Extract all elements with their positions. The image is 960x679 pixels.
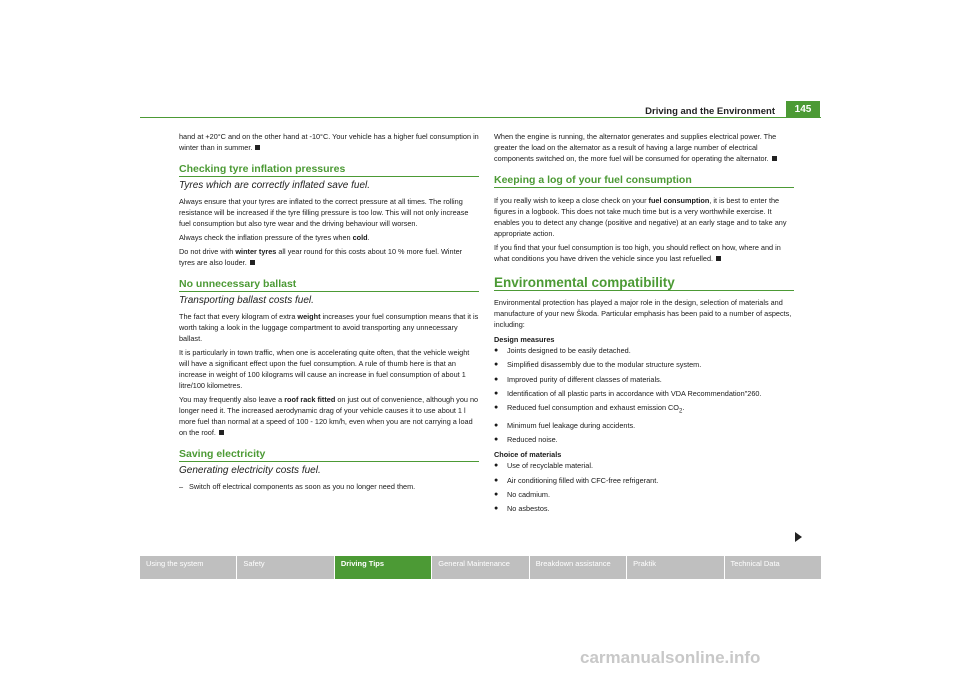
tyre-p3-post: all year round for this costs about 10 % more fuel. Winter tyres are also louder. xyxy=(179,247,463,267)
bullet-icon: ● xyxy=(494,490,499,498)
list-item-text: Minimum fuel leakage during accidents. xyxy=(507,420,636,430)
ballast-p3-bold: roof rack fitted xyxy=(284,395,336,404)
list-item xyxy=(494,345,794,356)
alternator-paragraph xyxy=(494,131,794,164)
electricity-step xyxy=(179,481,479,492)
bullet-icon: ● xyxy=(494,421,499,429)
tab-safety[interactable]: Safety xyxy=(237,556,334,579)
co2-end: . xyxy=(682,403,685,413)
choice-of-materials-label: Choice of materials xyxy=(494,450,562,460)
bullet-icon: ● xyxy=(494,361,499,369)
design-measures-list xyxy=(494,345,794,445)
section-subheading-ballast: Transporting ballast costs fuel. xyxy=(179,295,314,306)
bullet-icon: ● xyxy=(494,462,499,470)
watermark: carmanualsonline.info xyxy=(580,648,761,667)
end-mark-icon xyxy=(772,156,777,161)
alternator-text: When the engine is running, the alternator generates and supplies electrical power. The greater the load on the alternator as a result of having a large number of electrical components switched on, the more fuel will be consumed for operating the alternator. xyxy=(494,132,777,163)
tab-driving-tips[interactable]: Driving Tips xyxy=(335,556,432,579)
bullet-icon: ● xyxy=(494,347,499,354)
bullet-icon: ● xyxy=(494,476,499,484)
section-heading-log: Keeping a log of your fuel consumption xyxy=(494,175,794,188)
list-item-text: Improved purity of different classes of materials. xyxy=(507,374,662,384)
chapter-nav-bar xyxy=(140,556,821,579)
section-heading-electricity: Saving electricity xyxy=(179,449,479,462)
right-column xyxy=(494,131,794,517)
ballast-p3-post: on just out of convenience, although you no longer need it. The increased aerodynamic drag of your vehicle causes it to use about 1 l more fuel than normal at a speed of 100 - 120 km/h, even when you are not carrying a load on the roof. xyxy=(179,395,479,437)
tab-praktik[interactable]: Praktik xyxy=(627,556,724,579)
tyre-p2-pre: Always check the inflation pressure of the tyres when xyxy=(179,233,353,242)
tab-general-maintenance[interactable]: General Maintenance xyxy=(432,556,529,579)
section-heading-tyre: Checking tyre inflation pressures xyxy=(179,164,479,177)
section-subheading-electricity: Generating electricity costs fuel. xyxy=(179,465,321,476)
bullet-icon: ● xyxy=(494,389,499,397)
materials-list xyxy=(494,460,794,514)
ballast-p1-post: increases your fuel consumption means that it is worth taking a look in the luggage compartment to avoid transporting any unnecessary ballast. xyxy=(179,312,479,343)
bullet-icon: ● xyxy=(494,375,499,383)
list-item xyxy=(494,489,794,500)
list-item xyxy=(494,503,794,514)
list-item-text: Reduced fuel consumption and exhaust emission CO xyxy=(507,403,679,413)
bullet-icon: ● xyxy=(494,404,499,412)
tab-using-the-system[interactable]: Using the system xyxy=(140,556,237,579)
end-mark-icon xyxy=(219,430,224,435)
bullet-icon: ● xyxy=(494,505,499,513)
ballast-p1-pre: The fact that every kilogram of extra xyxy=(179,312,298,321)
ballast-paragraph-1 xyxy=(179,311,479,344)
environment-paragraph: Environmental protection has played a major role in the design, selection of materials and manufacture of your new Škoda. Particular emphasis has been paid to a number of aspects, including: xyxy=(494,298,792,329)
end-mark-icon xyxy=(716,256,721,261)
list-item-text: Joints designed to be easily detached. xyxy=(507,346,631,355)
section-heading-ballast: No unnecessary ballast xyxy=(179,279,479,292)
bullet-icon: ● xyxy=(494,436,499,444)
log-paragraph-2 xyxy=(494,242,794,264)
header-rule xyxy=(140,117,821,118)
left-column xyxy=(179,131,479,495)
step-dash: – xyxy=(179,482,184,491)
intro-text: hand at +20°C and on the other hand at -10°C. Your vehicle has a higher fuel consumption in winter than in summer. xyxy=(179,132,479,152)
ballast-paragraph-2: It is particularly in town traffic, when one is accelerating quite often, that the vehicle weight will have a significant effect upon the fuel consumption. A rule of thumb here is that an increase in weight of 100 kilograms will cause an increase in fuel consumption of about 1 litre/100 kilometres. xyxy=(179,348,470,390)
list-item xyxy=(494,420,794,431)
list-item-text: Identification of all plastic parts in accordance with VDA Recommendation"260. xyxy=(507,388,762,398)
list-item-text: Use of recyclable material. xyxy=(507,461,593,471)
tyre-p2-post: . xyxy=(367,233,370,242)
list-item xyxy=(494,475,794,486)
list-item xyxy=(494,359,794,370)
design-measures-label: Design measures xyxy=(494,335,555,344)
running-header-title: Driving and the Environment xyxy=(645,106,775,117)
tyre-paragraph-1: Always ensure that your tyres are inflated to the correct pressure at all times. The rolling resistance will be increased if the tyre filling pressure is too low. This will not only increase fuel consumption but also tyre wear and the driving behaviour will worsen. xyxy=(179,197,469,228)
list-item xyxy=(494,460,794,471)
list-item xyxy=(494,434,794,445)
log-p2-text: If you find that your fuel consumption is too high, you should reflect on how, where and in what conditions you have driven the vehicle since you last refuelled. xyxy=(494,243,781,263)
list-item xyxy=(494,388,794,399)
next-page-arrow-icon[interactable] xyxy=(795,532,802,542)
end-mark-icon xyxy=(255,145,260,150)
intro-paragraph xyxy=(179,131,479,153)
log-p1-post: , it is best to enter the figures in a logbook. This does not take much time but is a very worthwhile exercise. It enables you to detect any change (positive and negative) at an early stage and to take any appropriate action. xyxy=(494,196,787,238)
page-number: 145 xyxy=(786,101,820,118)
tyre-paragraph-3 xyxy=(179,246,479,268)
list-item-text: Reduced noise. xyxy=(507,435,558,445)
list-item-text: Simplified disassembly due to the modular structure system. xyxy=(507,360,702,370)
list-item-text: Air conditioning filled with CFC-free refrigerant. xyxy=(507,475,659,485)
tyre-p3-bold: winter tyres xyxy=(235,247,277,256)
tyre-p2-bold: cold xyxy=(352,233,368,242)
tab-breakdown-assistance[interactable]: Breakdown assistance xyxy=(530,556,627,579)
ballast-p3-pre: You may frequently also leave a xyxy=(179,395,285,404)
tab-technical-data[interactable]: Technical Data xyxy=(725,556,821,579)
step-text: Switch off electrical components as soon as you no longer need them. xyxy=(189,482,416,491)
ballast-paragraph-3 xyxy=(179,394,479,438)
section-heading-environment: Environmental compatibility xyxy=(494,277,794,291)
list-item xyxy=(494,402,794,416)
tyre-paragraph-2 xyxy=(179,232,479,243)
ballast-p1-bold: weight xyxy=(297,312,321,321)
tyre-p3-pre: Do not drive with xyxy=(179,247,236,256)
co2-subscript: 2 xyxy=(678,407,683,415)
list-item-text: No asbestos. xyxy=(507,504,550,514)
list-item-text: No cadmium. xyxy=(507,489,550,499)
section-subheading-tyre: Tyres which are correctly inflated save fuel. xyxy=(179,180,371,191)
log-p1-bold: fuel consumption xyxy=(648,196,710,205)
log-paragraph-1 xyxy=(494,195,794,239)
log-p1-pre: If you really wish to keep a close check on your xyxy=(494,196,649,205)
list-item xyxy=(494,374,794,385)
end-mark-icon xyxy=(250,260,255,265)
